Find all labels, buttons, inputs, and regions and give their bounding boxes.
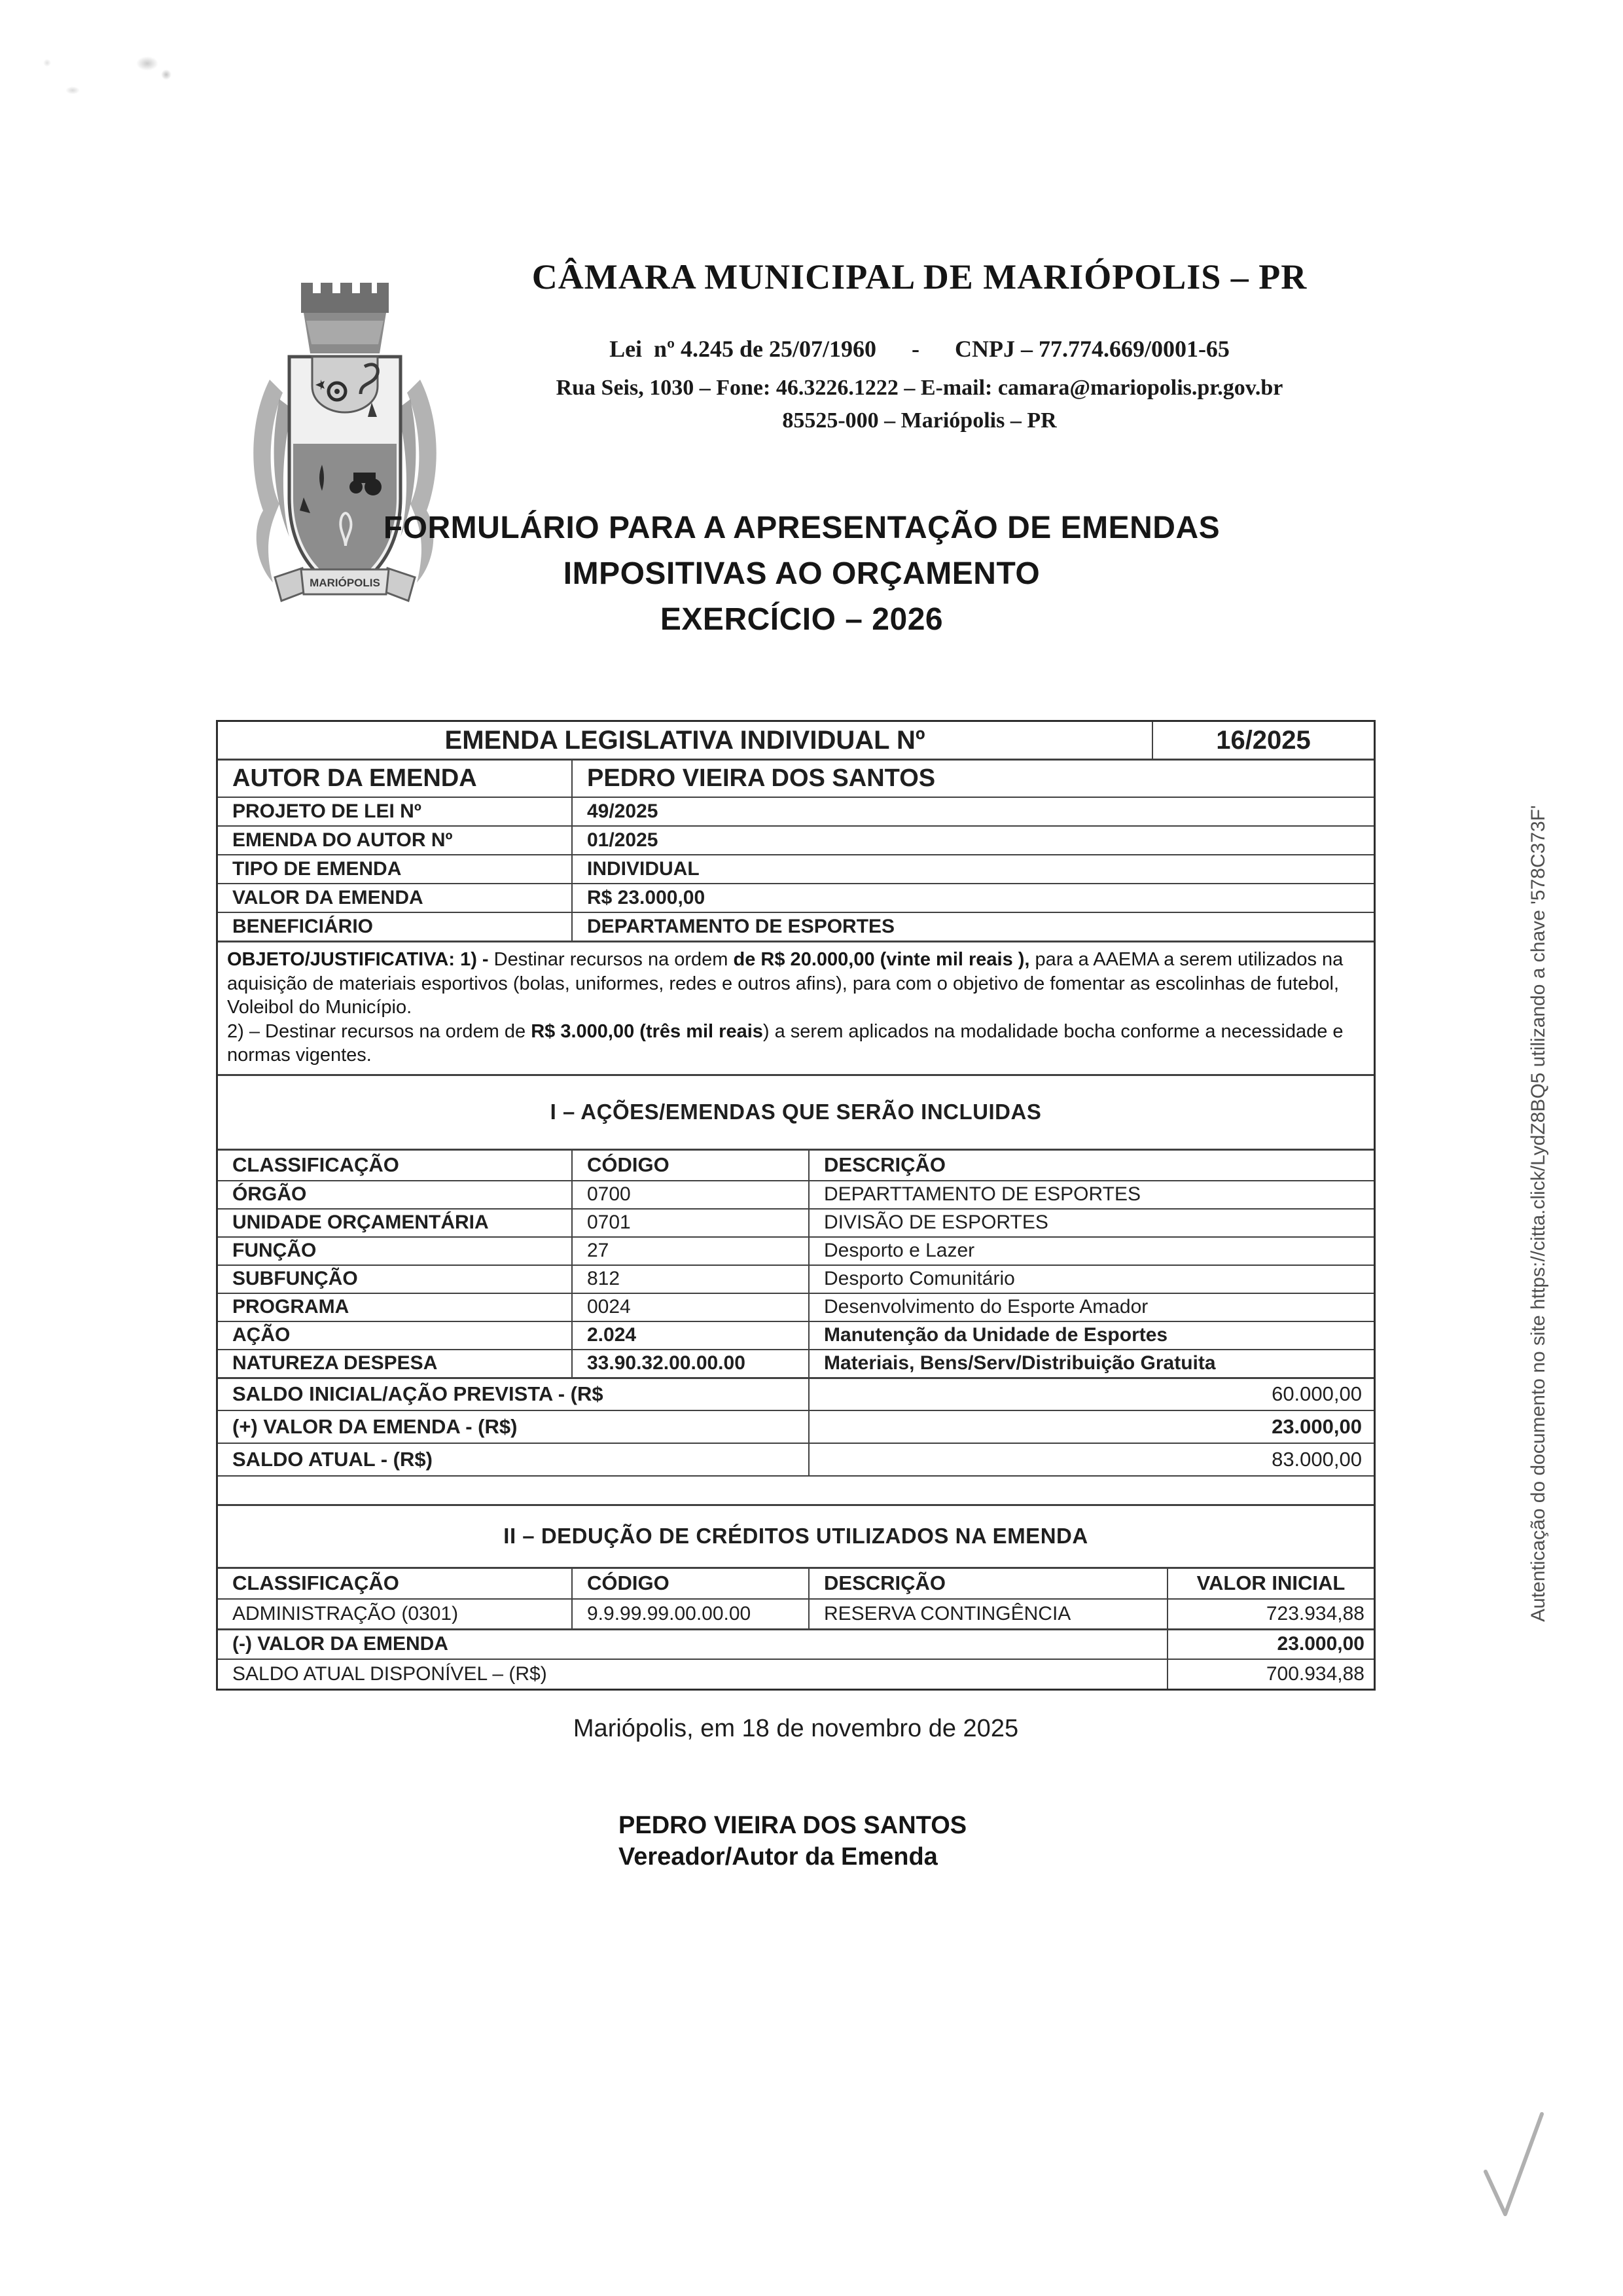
table-row	[218, 1598, 1374, 1628]
total-value: 83.000,00	[1272, 1447, 1362, 1471]
table-row	[218, 1349, 1374, 1377]
table-row	[218, 825, 1374, 854]
form-title	[223, 505, 1381, 643]
code-cell: 0024	[573, 1294, 810, 1321]
total-label: SALDO INICIAL/AÇÃO PREVISTA - (R$	[218, 1379, 810, 1410]
city-line: 85525-000 – Mariópolis – PR	[782, 408, 1057, 433]
table-row	[218, 797, 1374, 825]
scan-smudge	[161, 69, 171, 80]
code-cell: 33.90.32.00.00.00	[573, 1350, 810, 1377]
classification-cell: UNIDADE ORÇAMENTÁRIA	[218, 1210, 573, 1236]
table-row	[218, 854, 1374, 883]
classification-cell: PROGRAMA	[218, 1294, 573, 1321]
justification-segment: OBJETO/JUSTIFICATIVA: 1) -	[227, 949, 494, 970]
total-row	[218, 1659, 1374, 1689]
date-line: Mariópolis, em 18 de novembro de 2025	[573, 1715, 1019, 1742]
column-header: DESCRIÇÃO	[824, 1153, 946, 1176]
pen-checkmark-icon	[1474, 2106, 1559, 2231]
total-label: SALDO ATUAL DISPONÍVEL – (R$)	[218, 1660, 1168, 1689]
description-cell: RESERVA CONTINGÊNCIA	[810, 1600, 1168, 1628]
total-value: 23.000,00	[1272, 1414, 1362, 1438]
total-value: 60.000,00	[1272, 1382, 1362, 1405]
total-value: 23.000,00	[1277, 1633, 1364, 1655]
code-cell: 27	[573, 1238, 810, 1265]
section2-header-row	[218, 1567, 1374, 1598]
table-row	[218, 1321, 1374, 1349]
column-header: CÓDIGO	[573, 1569, 810, 1598]
field-label: TIPO DE EMENDA	[218, 855, 573, 883]
description-cell: DEPARTTAMENTO DE ESPORTES	[824, 1183, 1141, 1205]
table-row	[218, 1293, 1374, 1321]
field-label: EMENDA DO AUTOR Nº	[218, 827, 573, 854]
table-row	[218, 1265, 1374, 1293]
form-title-line-2: IMPOSITIVAS AO ORÇAMENTO	[563, 556, 1041, 591]
column-header: VALOR INICIAL	[1196, 1571, 1346, 1594]
justification-segment: para a AAEMA a serem utilizados na aquisição de materiais esportivos (bolas, uniformes, redes e outros afins), para com o objetivo de fomentar as escolinhas de futebol, Voleibol do Município.	[227, 949, 1344, 1018]
classification-cell: ADMINISTRAÇÃO (0301)	[218, 1600, 573, 1628]
description-cell: Desporto e Lazer	[824, 1240, 975, 1261]
classification-cell: FUNÇÃO	[218, 1238, 573, 1265]
total-row	[218, 1377, 1374, 1410]
justification-segment: ) a serem aplicados na modalidade bocha conforme a necessidade e normas vigentes.	[227, 1020, 1344, 1066]
description-cell: Desporto Comunitário	[824, 1268, 1015, 1289]
value-cell: 723.934,88	[1266, 1602, 1364, 1624]
classification-cell: AÇÃO	[218, 1322, 573, 1349]
section1-title: I – AÇÕES/EMENDAS QUE SERÃO INCLUIDAS	[550, 1100, 1042, 1124]
column-header: CLASSIFICAÇÃO	[218, 1569, 573, 1598]
justification-segment: de R$ 20.000,00 (vinte mil reais ),	[733, 949, 1030, 970]
justification-row	[218, 941, 1374, 1074]
form-title-line-1: FORMULÁRIO PARA A APRESENTAÇÃO DE EMENDAS	[383, 511, 1221, 545]
total-row	[218, 1628, 1374, 1659]
field-label: BENEFICIÁRIO	[218, 913, 573, 941]
scan-smudge	[65, 86, 80, 94]
section2-title-row	[218, 1504, 1374, 1567]
emenda-form-table	[216, 720, 1376, 1691]
emenda-header-title: EMENDA LEGISLATIVA INDIVIDUAL Nº	[218, 722, 1153, 759]
total-row	[218, 1443, 1374, 1475]
field-label: PROJETO DE LEI Nº	[218, 798, 573, 825]
organization-name: CÂMARA MUNICIPAL DE MARIÓPOLIS – PR	[531, 257, 1308, 296]
section1-header-row	[218, 1149, 1374, 1180]
description-cell: Desenvolvimento do Esporte Amador	[824, 1296, 1149, 1318]
table-row	[218, 1208, 1374, 1236]
field-value: 49/2025	[587, 800, 658, 822]
scan-smudge	[136, 56, 158, 71]
emenda-header-row	[218, 722, 1374, 759]
total-value: 700.934,88	[1266, 1662, 1364, 1685]
justification-segment: R$ 3.000,00 (três mil reais	[531, 1020, 763, 1042]
field-label: VALOR DA EMENDA	[218, 884, 573, 912]
total-label: (+) VALOR DA EMENDA - (R$)	[218, 1411, 810, 1443]
justification-segment: 2) – Destinar recursos na ordem de	[227, 1020, 531, 1042]
field-value: 01/2025	[587, 829, 658, 851]
table-row	[218, 1236, 1374, 1265]
authentication-watermark-text: Autenticação do documento no site https://citta.click/LydZ8BQ5 utilizando a chave '578C373F'	[1527, 805, 1549, 1622]
signature-block	[618, 1810, 967, 1873]
code-cell: 0701	[573, 1210, 810, 1236]
description-cell: Materiais, Bens/Serv/Distribuição Gratuita	[824, 1352, 1216, 1374]
total-label: SALDO ATUAL - (R$)	[218, 1444, 810, 1475]
classification-cell: NATUREZA DESPESA	[218, 1350, 573, 1377]
code-cell: 9.9.99.99.00.00.00	[573, 1600, 810, 1628]
emenda-number: 16/2025	[1216, 725, 1311, 755]
field-value: R$ 23.000,00	[587, 887, 705, 908]
law-cnpj-line: Lei nº 4.245 de 25/07/1960 - CNPJ – 77.774.669/0001-65	[609, 336, 1230, 362]
total-row	[218, 1410, 1374, 1443]
crown-icon	[301, 283, 389, 353]
code-cell: 0700	[573, 1181, 810, 1208]
table-row	[218, 1180, 1374, 1208]
code-cell: 2.024	[573, 1322, 810, 1349]
logo-banner-text: MARIÓPOLIS	[310, 577, 380, 589]
address-line: Rua Seis, 1030 – Fone: 46.3226.1222 – E-mail: camara@mariopolis.pr.gov.br	[556, 376, 1283, 400]
column-header: CLASSIFICAÇÃO	[218, 1151, 573, 1180]
form-title-line-3: EXERCÍCIO – 2026	[660, 602, 944, 637]
field-label: AUTOR DA EMENDA	[218, 761, 573, 797]
table-row	[218, 759, 1374, 797]
section1-title-row	[218, 1074, 1374, 1149]
field-value: PEDRO VIEIRA DOS SANTOS	[587, 764, 936, 792]
justification-segment: Destinar recursos na ordem	[493, 949, 734, 970]
total-label: (-) VALOR DA EMENDA	[218, 1630, 1168, 1659]
field-value: INDIVIDUAL	[587, 858, 700, 880]
spacer-row	[218, 1475, 1374, 1504]
scan-smudge	[43, 59, 51, 67]
section2-title: II – DEDUÇÃO DE CRÉDITOS UTILIZADOS NA EMENDA	[503, 1524, 1088, 1548]
column-header: DESCRIÇÃO	[810, 1569, 1168, 1598]
code-cell: 812	[573, 1266, 810, 1293]
description-cell: Manutenção da Unidade de Esportes	[824, 1324, 1168, 1346]
justification-text	[218, 942, 1374, 1074]
signer-role: Vereador/Autor da Emenda	[618, 1843, 938, 1871]
table-row	[218, 912, 1374, 941]
description-cell: DIVISÃO DE ESPORTES	[824, 1211, 1048, 1233]
classification-cell: ÓRGÃO	[218, 1181, 573, 1208]
column-header: CÓDIGO	[573, 1151, 810, 1180]
table-row	[218, 883, 1374, 912]
classification-cell: SUBFUNÇÃO	[218, 1266, 573, 1293]
field-value: DEPARTAMENTO DE ESPORTES	[587, 916, 895, 937]
signer-name: PEDRO VIEIRA DOS SANTOS	[618, 1812, 967, 1839]
